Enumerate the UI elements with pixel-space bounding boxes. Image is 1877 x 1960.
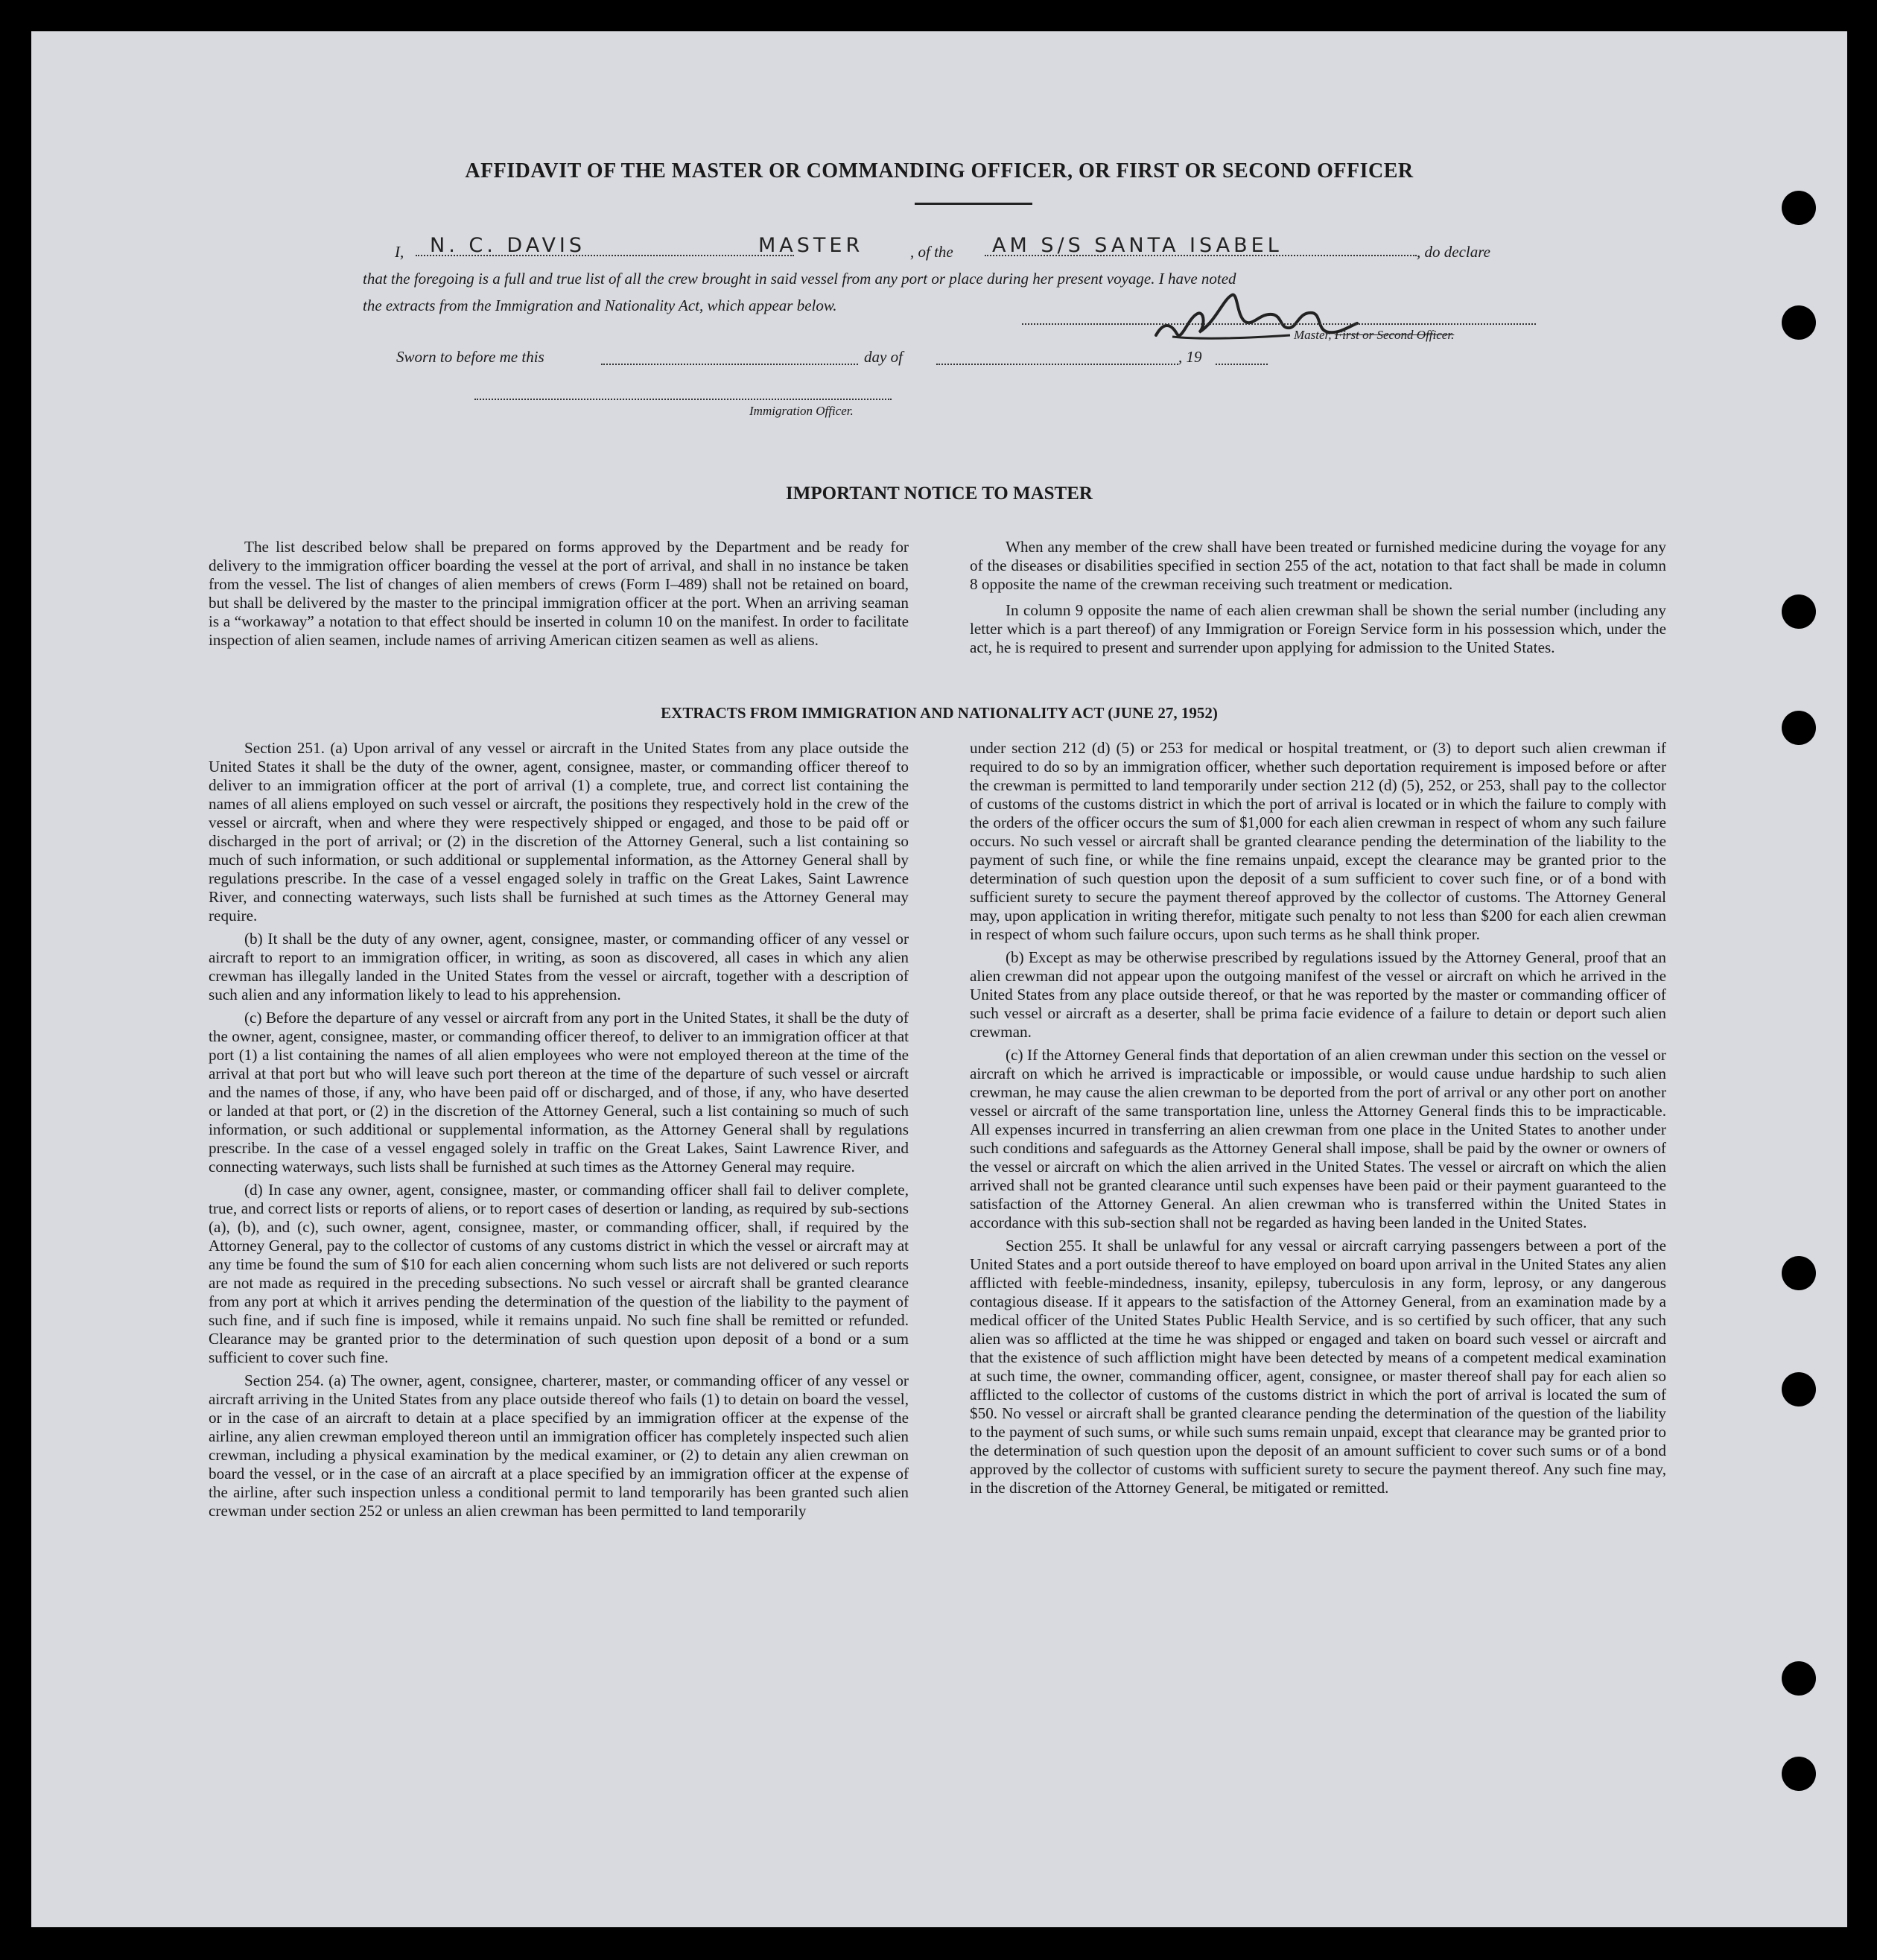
declaration-of-the: , of the bbox=[910, 243, 953, 261]
binder-hole bbox=[1782, 594, 1816, 629]
declaration-line-2: that the foregoing is a full and true list of all the crew brought in said vessel from any port or place during her present voyage. I have noted bbox=[363, 270, 1236, 288]
signature-caption-struck: First or Second Officer. bbox=[1334, 328, 1455, 342]
sworn-prefix: Sworn to before me this bbox=[396, 348, 544, 366]
declaration-line-3: the extracts from the Immigration and Nationality Act, which appear below. bbox=[363, 296, 837, 314]
extract-sec254b: (b) Except as may be otherwise prescribed by regulations issued by the Attorney General, proof that an alien crewman did not appear upon the outgoing manifest of the vessel or aircraft on which he arrived in the United States from any place outside thereof, or that he was reported by the master or commanding officer of such vessel or aircraft as a deserter, shall be prima facie evidence of a failure to detain or deport such alien crewman. bbox=[970, 948, 1666, 1041]
binder-hole bbox=[1782, 1372, 1816, 1406]
master-name: N. C. DAVIS bbox=[430, 234, 586, 257]
extract-sec254c: (c) If the Attorney General finds that deportation of an alien crewman under this section on the vessel or aircraft on which he arrived is impracticable or impossible, or would cause undue hardship to such alien crewman, he may cause the alien crewman to be deported from the port of arrival or any other port on another vessel or aircraft of the same transportation line, unless the Attorney General finds this to be impracticable. All expenses incurred in transferring an alien crewman from one place in the United States to another under such conditions and safeguards as the Attorney General shall impose, shall be paid by the owner or owners of the vessel or aircraft on which the alien arrived in the United States. The vessel or aircraft on which the alien arrived shall not be granted clearance until such expenses have been paid or their payment guaranteed to the satisfaction of the Attorney General. An alien crewman who is transferred within the United States in accordance with this sub-section shall not be regarded as having been landed in the United States. bbox=[970, 1046, 1666, 1231]
extract-sec254a-cont: under section 212 (d) (5) or 253 for medical or hospital treatment, or (3) to deport such alien crewman if required to do so by an immigration officer, whether such deportation requirement is imposed before or after the crewman is permitted to land temporarily under section 212 (d) (5), 252, or 253, shall pay to the collector of customs of the customs district in which the port of arrival is located or in which the failure to comply with the orders of the officer occurs the sum of $1,000 for each alien crewman in respect of whom any such failure occurs. No such vessel or aircraft shall be granted clearance pending the determination of the liability to the payment of such fine, or while the fine remains unpaid, except the clearance may be granted prior to the determination of such question upon the deposit of a sum sufficient to cover such fine, or of a bond with sufficient surety to secure the payment thereof approved by the collector of customs. The Attorney General may, upon application in writing therefor, mitigate such penalty to not less than $200 for each alien crewman in respect of whom such failure occurs, upon such terms as he shall think proper. bbox=[970, 739, 1666, 943]
signature-caption-master: Master, bbox=[1294, 328, 1332, 342]
notice-heading: IMPORTANT NOTICE TO MASTER bbox=[786, 483, 1093, 504]
extract-sec251b: (b) It shall be the duty of any owner, agent, consignee, master, or commanding officer of any vessel or aircraft to report to an immigration officer, in writing, as soon as discovered, all cases in which any alien crewman has illegally landed in the United States from the vessel or aircraft, together with a description of such alien and any information likely to lead to his apprehension. bbox=[209, 930, 909, 1003]
page-title: AFFIDAVIT OF THE MASTER OR COMMANDING OFFICER, OR FIRST OR SECOND OFFICER bbox=[465, 159, 1414, 183]
notice-right-paragraph-2: In column 9 opposite the name of each alien crewman shall be shown the serial number (including any letter which is a part thereof) of any Immigration or Foreign Service form in his possession which, under the act, he is required to present and surrender upon applying for admission to the United States. bbox=[970, 601, 1666, 656]
binder-hole bbox=[1782, 1757, 1816, 1791]
binder-hole bbox=[1782, 711, 1816, 745]
notice-right-paragraph-1: When any member of the crew shall have been treated or furnished medicine during the voyage for any of the diseases or disabilities specified in section 255 of the act, notation to that fact shall be made in column 8 opposite the name of the crewman receiving such treatment or medication. bbox=[970, 538, 1666, 593]
extracts-right-column bbox=[970, 739, 1666, 1502]
extract-sec251d: (d) In case any owner, agent, consignee, master, or commanding officer shall fail to deliver complete, true, and correct lists or reports of aliens, or to report cases of desertion or landing, as required by sub-sections (a), (b), and (c), such owner, agent, consignee, master, or commanding officer, shall, if required by the Attorney General, pay to the collector of customs of any customs district in which the vessel or aircraft may at any time be found the sum of $10 for each alien concerning whom such lists are not delivered or such reports are not made as required in the preceding subsections. No such vessel or aircraft shall be granted clearance from any port at which it arrives pending the determination of the question of the liability to the payment of such fine, and if such fine is imposed, while it remains unpaid. No such fine shall be remitted or refunded. Clearance may be granted prior to the determination of such question upon deposit of a bond or a sum sufficient to cover such fine. bbox=[209, 1181, 909, 1366]
binder-hole bbox=[1782, 305, 1816, 340]
extract-sec254a: Section 254. (a) The owner, agent, consignee, charterer, master, or commanding officer of any vessel or aircraft arriving in the United States from any place outside thereof who fails (1) to detain on board the vessel, or in the case of an aircraft to detain at a place specified by an immigration officer at the expense of the airline, any alien crewman employed thereon until an immigration officer has completely inspected such alien crewman, including a physical examination by the medical examiner, or (2) to detain any alien crewman on board the vessel, or in the case of an aircraft at a place specified by an immigration officer at the expense of the airline, after such inspection unless a conditional permit to land temporarily has been granted such alien crewman under section 252 or unless an alien crewman has been permitted to land temporarily bbox=[209, 1371, 909, 1520]
title-rule bbox=[915, 203, 1032, 205]
signature-line bbox=[1022, 323, 1536, 325]
declaration-do-declare: , do declare bbox=[1417, 243, 1490, 261]
sworn-day-of: day of bbox=[864, 348, 903, 366]
notice-left-paragraph: The list described below shall be prepared on forms approved by the Department and be ready for delivery to the immigration officer boarding the vessel at the port of arrival, and shall in no instance be taken from the vessel. The list of changes of alien members of crews (Form I–489) shall not be retained on board, but shall be delivered by the master to the principal immigration officer at the port. When an arriving seaman is a “workaway” a notation to that effect should be inserted in column 10 on the manifest. In order to facilitate inspection of alien seamen, include names of arriving American citizen seamen as well as aliens. bbox=[209, 538, 909, 649]
declaration-pronoun: I, bbox=[395, 243, 404, 261]
sworn-year: , 19 bbox=[1178, 348, 1202, 366]
notice-right-column bbox=[970, 538, 1666, 665]
signature-caption bbox=[1294, 328, 1454, 343]
sworn-month-line bbox=[936, 364, 1178, 365]
binder-hole bbox=[1782, 1661, 1816, 1696]
extract-sec251a: Section 251. (a) Upon arrival of any vessel or aircraft in the United States from any place outside the United States it shall be the duty of the owner, agent, consignee, master, or commanding officer thereof to deliver to an immigration officer at the port of arrival (1) a complete, true, and correct list containing the names of all aliens employed on such vessel or aircraft, the positions they respectively hold in the crew of the vessel or aircraft, when and where they were respectively shipped or engaged, and those to be paid off or discharged in the port of arrival; or (2) in the discretion of the Attorney General, such a list containing so much of such information, or such additional or supplemental information, as the Attorney General shall by regulations prescribe. In the case of a vessel engaged solely in traffic on the Great Lakes, Saint Lawrence River, and connecting waterways, such lists shall be furnished at such times as the Attorney General may require. bbox=[209, 739, 909, 925]
officer-caption: Immigration Officer. bbox=[749, 404, 854, 418]
sworn-day-line bbox=[601, 364, 858, 365]
form-page bbox=[31, 31, 1847, 1927]
extract-sec251c: (c) Before the departure of any vessel or aircraft from any port in the United States, it shall be the duty of the owner, agent, consignee, master, or commanding officer thereof, to deliver to an immigration officer at that port (1) a list containing the names of all alien employees who were not employed thereon at the time of the arrival at that port but who will leave such port thereon at the time of the departure of such vessel or aircraft and the names of those, if any, who have been paid off or discharged, and of those, if any, who have deserted or landed at that port, or (2) in the discretion of the Attorney General, such a list containing so much of such information, or such additional or supplemental information, as the Attorney General shall by regulations prescribe. In the case of a vessel engaged solely in traffic on the Great Lakes, Saint Lawrence River, and connecting waterways, such lists shall be furnished at such times as the Attorney General may require. bbox=[209, 1009, 909, 1176]
extract-sec255: Section 255. It shall be unlawful for any vessal or aircraft carrying passengers between a port of the United States and a port outside thereof to have employed on board upon arrival in the United States any alien afflicted with feeble-mindedness, insanity, epilepsy, tuberculosis in any form, leprosy, or any dangerous contagious disease. If it appears to the satisfaction of the Attorney General, from an examination made by a medical officer of the United States Public Health Service, and is so certified by such officer, that any such alien was so afflicted at the time he was shipped or engaged and taken on board such vessel or aircraft and that the existence of such affliction might have been detected by means of a competent medical examination at such time, the owner, commanding officer, agent, consignee, or master thereof shall pay for each alien so afflicted to the collector of customs of the customs district in which the port of arrival is located the sum of $50. No vessel or aircraft shall be granted clearance pending the determination of the question of the liability to the payment of such sums, or while such sums remain unpaid, except that clearance may be granted prior to the determination of such question upon the deposit of an amount sufficient to cover such sums or of a bond approved by the collector of customs with sufficient surety to secure the payment thereof. Any such fine may, in the discretion of the Attorney General, be mitigated or remitted. bbox=[970, 1237, 1666, 1497]
sworn-year-line bbox=[1216, 364, 1268, 365]
officer-signature-line bbox=[474, 399, 892, 400]
binder-hole bbox=[1782, 191, 1816, 225]
extracts-left-column bbox=[209, 739, 909, 1525]
binder-hole bbox=[1782, 1256, 1816, 1290]
extracts-heading: EXTRACTS FROM IMMIGRATION AND NATIONALITY ACT (JUNE 27, 1952) bbox=[661, 704, 1218, 722]
vessel-name: AM S/S SANTA ISABEL bbox=[992, 234, 1283, 257]
master-rank: MASTER bbox=[758, 234, 864, 257]
notice-left-column bbox=[209, 538, 909, 657]
